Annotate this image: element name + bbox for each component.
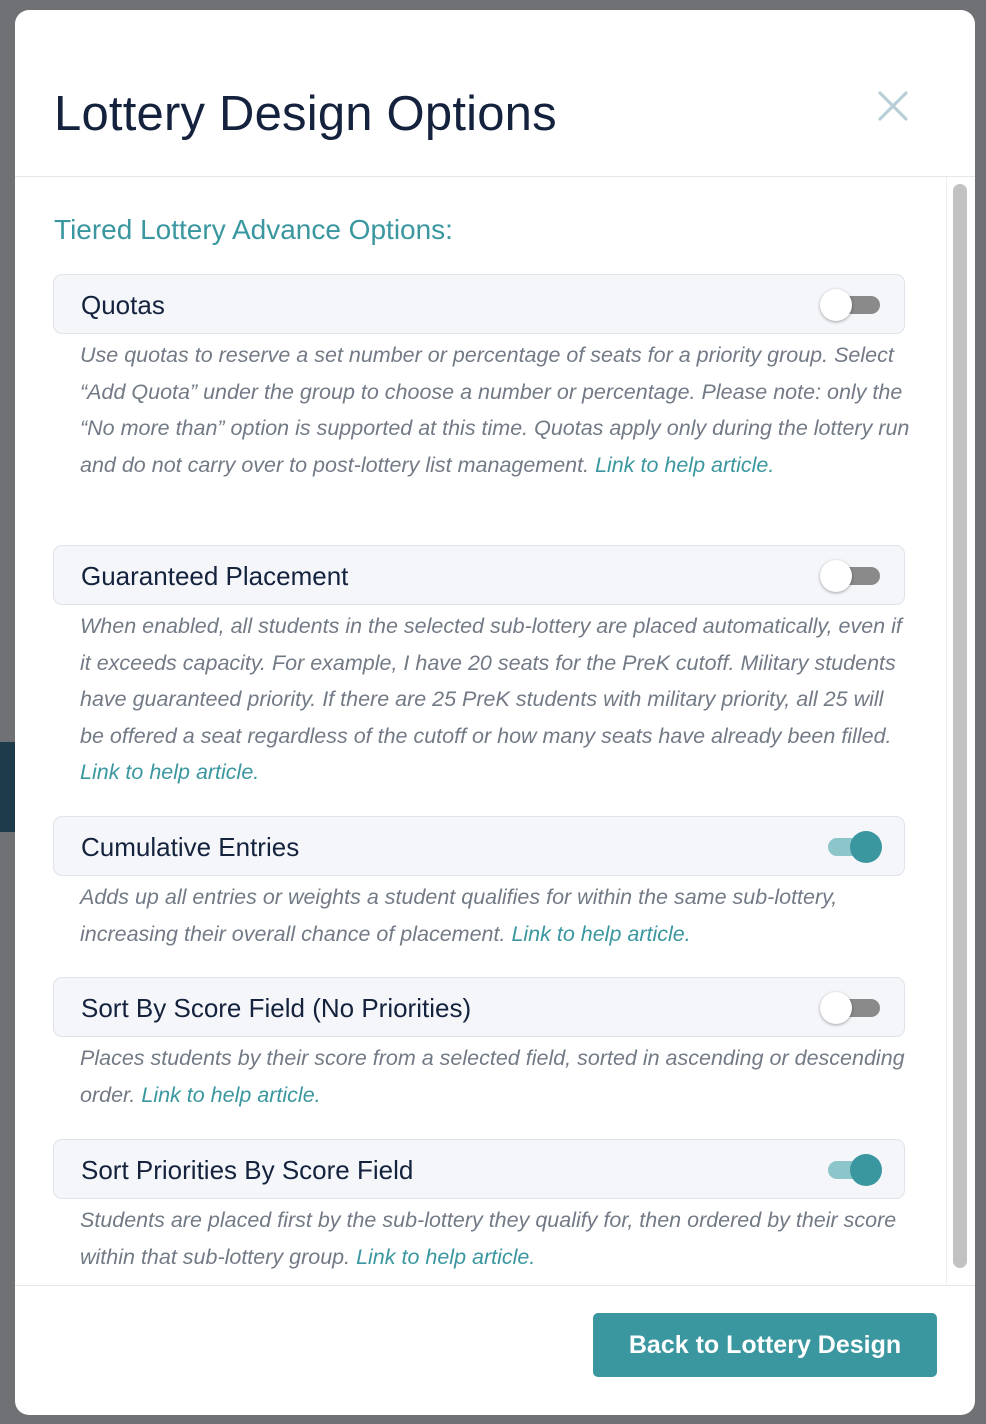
toggle-knob [820,560,852,592]
description-text: Adds up all entries or weights a student qualifies for within the same sub-lottery, increasing their overall chance of placement. [80,885,838,946]
option-card-guaranteed-placement [53,545,905,605]
toggle-knob [820,992,852,1024]
guaranteed-placement-toggle[interactable] [820,560,882,592]
option-title: Cumulative Entries [81,832,300,862]
option-description [80,337,910,483]
toggle-knob [850,1154,882,1186]
option-title: Guaranteed Placement [81,561,349,591]
quotas-toggle[interactable] [820,289,882,321]
modal-body [15,177,945,1285]
close-button[interactable] [873,86,913,126]
description-text: Use quotas to reserve a set number or percentage of seats for a priority group. Select “Add Quota” under the group to choose a number or percentage. Please note: only the “No more than” option is supported at this time. Quotas apply only during the lottery run and do not carry over to post-lottery list management. [80,343,910,477]
sort-priorities-by-score-field-toggle[interactable] [820,1154,882,1186]
lottery-design-options-modal [15,10,975,1415]
help-article-link[interactable]: Link to help article. [141,1082,321,1107]
back-to-lottery-design-button[interactable]: Back to Lottery Design [593,1313,937,1377]
description-text: Students are placed first by the sub-lottery they qualify for, then ordered by their score within that sub-lottery group. [80,1208,897,1269]
option-description [80,608,910,791]
toggle-knob [820,289,852,321]
cumulative-entries-toggle[interactable] [820,831,882,863]
modal-footer [15,1285,975,1415]
help-article-link[interactable]: Link to help article. [356,1244,536,1269]
section-heading: Tiered Lottery Advance Options: [54,214,453,245]
description-text: Places students by their score from a selected field, sorted in ascending or descending order. [80,1046,905,1107]
close-icon [873,86,913,126]
option-title: Quotas [81,290,165,320]
option-title: Sort Priorities By Score Field [81,1155,414,1185]
option-description [80,1040,910,1113]
toggle-knob [850,831,882,863]
sort-by-score-field-toggle[interactable] [820,992,882,1024]
help-article-link[interactable]: Link to help article. [80,760,260,785]
modal-title: Lottery Design Options [54,87,557,141]
option-title: Sort By Score Field (No Priorities) [81,993,472,1023]
option-card-sort-by-score-field [53,977,905,1037]
option-description [80,879,910,952]
option-card-quotas [53,274,905,334]
option-card-cumulative-entries [53,816,905,876]
description-text: When enabled, all students in the selected sub-lottery are placed automatically, even if it exceeds capacity. For example, I have 20 seats for the PreK cutoff. Military students have guaranteed priority. If there are 25 PreK students with military priority, all 25 will be offered a seat regardless of the cutoff or how many seats have already been filled. [80,614,902,748]
option-card-sort-priorities-by-score-field [53,1139,905,1199]
scrollbar-thumb[interactable] [953,184,967,1268]
help-article-link[interactable]: Link to help article. [595,452,775,477]
help-article-link[interactable]: Link to help article. [511,921,691,946]
modal-header [15,10,975,177]
option-description [80,1202,910,1275]
